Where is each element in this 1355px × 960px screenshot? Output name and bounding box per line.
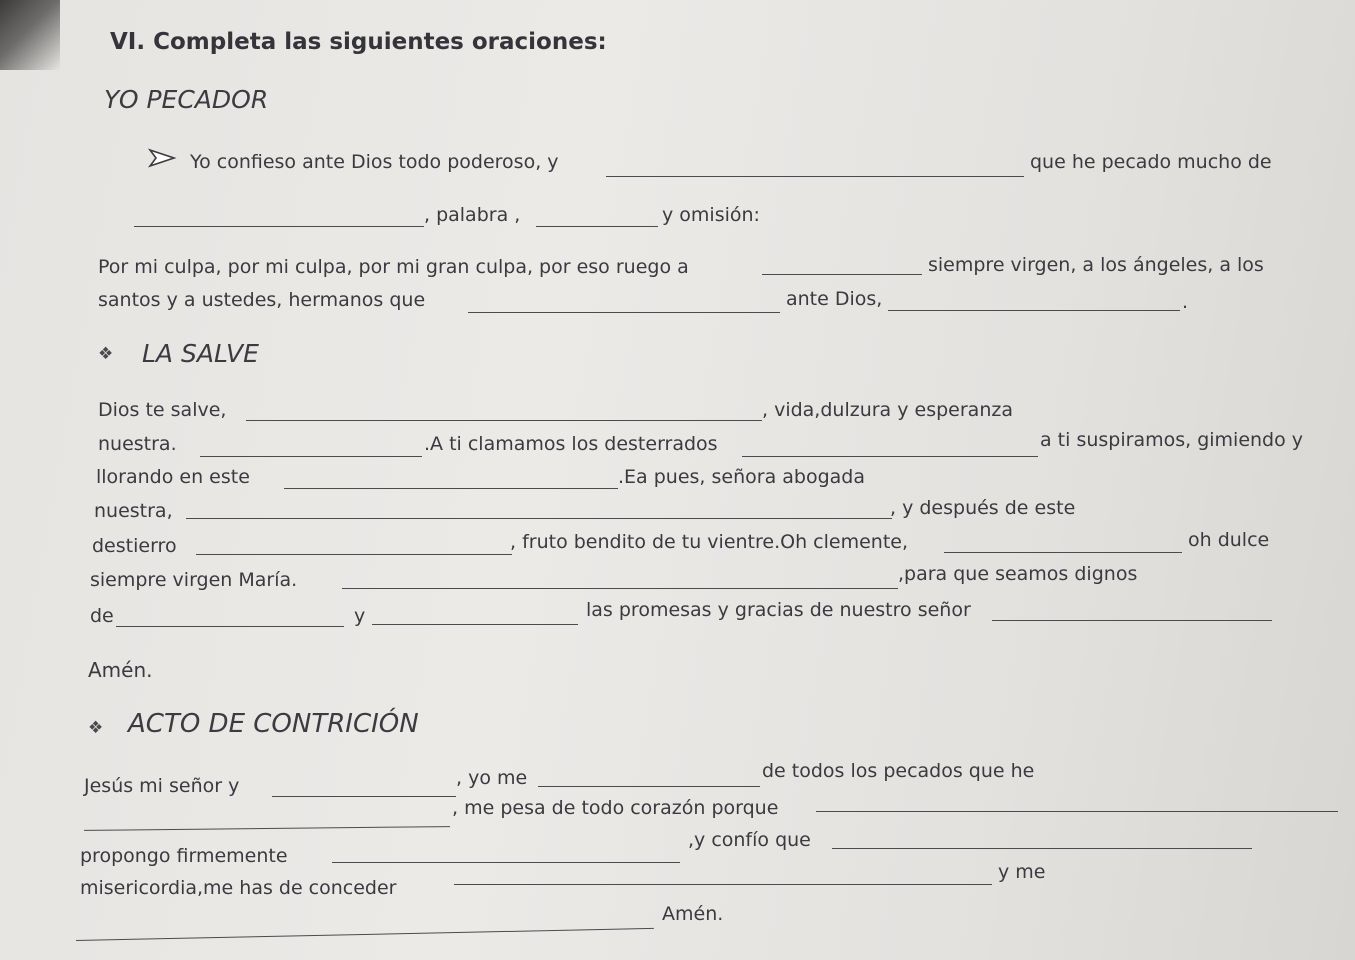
- blank-field[interactable]: [246, 420, 762, 421]
- salve-line5-mid: , fruto bendito de tu vientre.Oh clemente,: [510, 531, 908, 553]
- arrow-bullet-icon: [148, 146, 178, 170]
- blank-field[interactable]: [134, 226, 424, 227]
- section-title-la-salve: LA SALVE: [142, 339, 259, 368]
- section-title-yo-pecador: YO PECADOR: [104, 85, 269, 114]
- blank-field[interactable]: [536, 226, 658, 227]
- acto-line3-text: propongo firmemente: [80, 845, 288, 867]
- blank-field[interactable]: [454, 884, 992, 885]
- blank-field[interactable]: [76, 928, 654, 941]
- section-title-acto-de-contricion: ACTO DE CONTRICIÓN: [128, 709, 419, 739]
- diamond-bullet-icon: ❖: [88, 718, 104, 738]
- blank-field[interactable]: [372, 624, 578, 625]
- salve-line4-end: , y después de este: [890, 497, 1076, 519]
- salve-line4-text: nuestra,: [94, 500, 173, 522]
- salve-line1-end: , vida,dulzura y esperanza: [762, 399, 1013, 421]
- yo-pecador-line4-text: santos y a ustedes, hermanos que: [98, 289, 426, 311]
- blank-field[interactable]: [284, 488, 618, 489]
- salve-line7-end: las promesas y gracias de nuestro señor: [586, 599, 971, 621]
- salve-line5-text: destierro: [92, 535, 177, 557]
- salve-line3-end: .Ea pues, señora abogada: [618, 466, 865, 488]
- blank-field[interactable]: [606, 176, 1024, 177]
- page-shadow: [0, 0, 60, 70]
- blank-field[interactable]: [186, 518, 892, 519]
- yo-pecador-line4-mid: ante Dios,: [786, 288, 883, 310]
- diamond-bullet-icon: ❖: [98, 344, 114, 364]
- salve-line2-end: a ti suspiramos, gimiendo y: [1040, 429, 1304, 451]
- blank-field[interactable]: [762, 274, 922, 275]
- acto-line3-end: ,y confío que: [688, 829, 811, 851]
- acto-line1-text: Jesús mi señor y: [84, 775, 240, 797]
- salve-line3-text: llorando en este: [96, 466, 250, 488]
- blank-field[interactable]: [272, 796, 456, 797]
- acto-line2-text: , me pesa de todo corazón porque: [452, 797, 779, 819]
- yo-pecador-line2-text: , palabra ,: [424, 204, 521, 226]
- blank-field[interactable]: [888, 310, 1180, 311]
- salve-line2-mid: .A ti clamamos los desterrados: [424, 433, 718, 455]
- salve-line7-text: de: [90, 605, 114, 627]
- salve-line7-y: y: [354, 605, 366, 627]
- salve-line6-text: siempre virgen María.: [90, 569, 298, 591]
- yo-pecador-line3-text: Por mi culpa, por mi culpa, por mi gran culpa, por eso ruego a: [98, 256, 689, 278]
- acto-amen: Amén.: [662, 903, 724, 925]
- acto-line1-end: de todos los pecados que he: [762, 760, 1035, 782]
- blank-field[interactable]: [332, 862, 680, 863]
- yo-pecador-line2-end: y omisión:: [662, 204, 760, 226]
- blank-field[interactable]: [816, 811, 1338, 812]
- blank-field[interactable]: [742, 456, 1038, 457]
- acto-line4-end: y me: [998, 861, 1046, 883]
- blank-field[interactable]: [84, 826, 450, 831]
- blank-field[interactable]: [832, 848, 1252, 849]
- salve-line2-text: nuestra.: [98, 433, 177, 455]
- yo-pecador-line1-end: que he pecado mucho de: [1030, 151, 1272, 173]
- acto-line1-mid: , yo me: [456, 767, 528, 789]
- blank-field[interactable]: [196, 554, 512, 555]
- salve-line6-end: ,para que seamos dignos: [898, 563, 1138, 585]
- blank-field[interactable]: [992, 620, 1272, 621]
- yo-pecador-line4-end: .: [1182, 291, 1189, 313]
- blank-field[interactable]: [116, 626, 344, 627]
- salve-line1-text: Dios te salve,: [98, 399, 227, 421]
- blank-field[interactable]: [468, 312, 780, 313]
- blank-field[interactable]: [538, 786, 760, 787]
- page-heading: VI. Completa las siguientes oraciones:: [110, 29, 607, 55]
- acto-line4-text: misericordia,me has de conceder: [80, 877, 397, 899]
- salve-amen: Amén.: [88, 658, 153, 682]
- blank-field[interactable]: [944, 552, 1182, 553]
- blank-field[interactable]: [342, 588, 898, 589]
- blank-field[interactable]: [200, 456, 422, 457]
- yo-pecador-line1-text: Yo confieso ante Dios todo poderoso, y: [190, 151, 559, 173]
- yo-pecador-line3-end: siempre virgen, a los ángeles, a los: [928, 254, 1264, 276]
- salve-line5-end: oh dulce: [1188, 529, 1270, 551]
